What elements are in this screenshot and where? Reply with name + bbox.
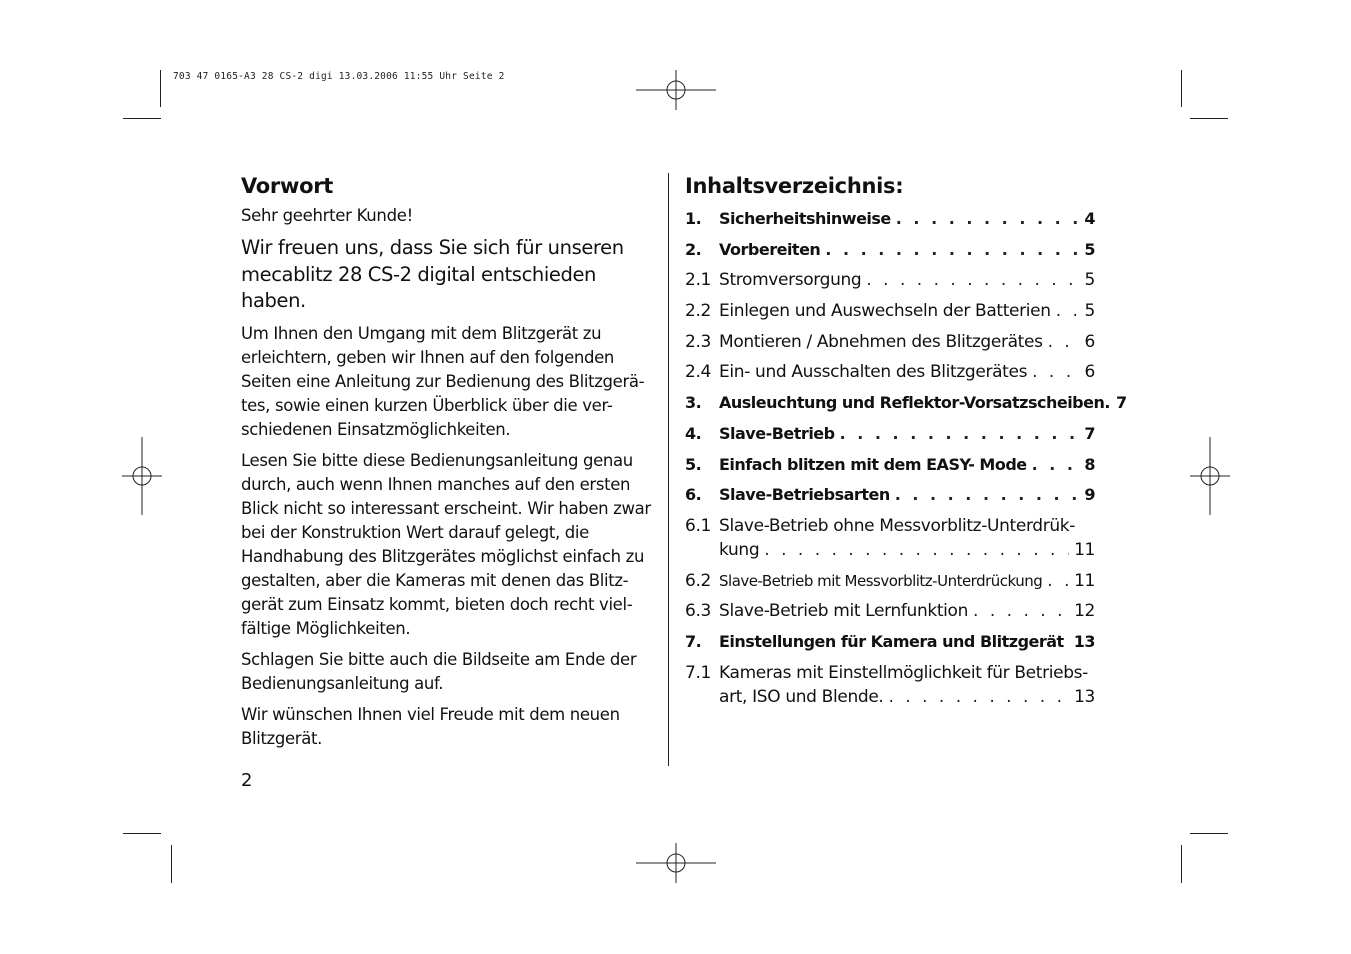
page-number: 2 (241, 770, 253, 791)
toc-leader (973, 599, 1069, 623)
toc-leader (1032, 453, 1080, 477)
toc-title: Slave-Betrieb mit Lernfunktion (719, 601, 969, 622)
foreword-heading: Vorwort (241, 174, 334, 198)
toc-page: 4 (1084, 209, 1095, 228)
toc-title-continued: kung (719, 539, 760, 560)
toc-title: Einstellungen für Kamera und Blitzgerät (719, 631, 1064, 651)
crop-mark (123, 118, 161, 119)
toc-leader (1056, 299, 1080, 323)
toc-page: 6 (1084, 331, 1095, 352)
salutation: Sehr geehrter Kunde! (241, 206, 413, 225)
registration-mark-icon (636, 70, 716, 110)
toc-number: 2. (685, 239, 702, 259)
toc-leader (840, 422, 1080, 446)
registration-mark-icon (122, 437, 162, 515)
toc-heading: Inhaltsverzeichnis: (685, 174, 904, 198)
toc-leader (889, 685, 1070, 709)
body-paragraph: Um Ihnen den Umgang mit dem Blitzgerät zu erleichtern, geben wir Ihnen auf den folgenden Seiten eine Anleitung zur Bedienung des Blitzgerä-tes, sowie einen kurzen Überblick über die ver-schiedenen Einsatzmöglichkeiten. (241, 323, 645, 439)
crop-mark (1181, 70, 1182, 107)
print-slug: 703 47 0165-A3 28 CS-2 digi 13.03.2006 11:55 Uhr Seite 2 (173, 71, 505, 82)
toc-leader (764, 538, 1069, 562)
toc-page: 11 (1074, 539, 1095, 560)
toc-leader (825, 238, 1079, 262)
body-paragraph: Schlagen Sie bitte auch die Bildseite am Ende der Bedienungsanleitung auf. (241, 649, 637, 693)
toc-entry[interactable] (685, 330, 1095, 354)
toc-title: Stromversorgung (719, 270, 862, 291)
toc-number: 2.2 (685, 301, 711, 322)
crop-mark (1181, 845, 1182, 883)
toc-title-continued: art, ISO und Blende. (719, 686, 884, 707)
toc-number: 6.2 (685, 570, 711, 591)
toc-page: 7 (1115, 393, 1127, 413)
toc-page: 7 (1084, 423, 1095, 443)
toc-title: Kameras mit Einstellmöglichkeit für Betriebs- (719, 662, 1088, 683)
toc-number: 6.3 (685, 601, 711, 622)
crop-mark (123, 833, 161, 834)
toc-leader (1047, 569, 1069, 593)
toc-entry[interactable] (685, 630, 1095, 654)
toc-leader (895, 483, 1080, 507)
toc-entry[interactable] (685, 514, 1095, 562)
toc-entry[interactable] (685, 391, 1127, 415)
toc-number: 2.4 (685, 362, 711, 383)
toc-entry[interactable] (685, 453, 1095, 477)
toc-leader (866, 268, 1079, 292)
toc-number: 4. (685, 423, 702, 443)
toc-entry[interactable] (685, 599, 1095, 623)
toc-leader (1032, 360, 1079, 384)
toc-entry[interactable] (685, 360, 1095, 384)
registration-mark-icon (636, 843, 716, 883)
toc-page: 5 (1084, 270, 1095, 291)
crop-mark (160, 70, 161, 107)
lead-paragraph: Wir freuen uns, dass Sie sich für unseren mecablitz 28 CS-2 digital entschieden haben. (241, 236, 624, 312)
body-paragraph: Lesen Sie bitte diese Bedienungsanleitung genau durch, auch wenn Ihnen manches auf den ersten Blick nicht so interessant erscheint. Wir haben zwar bei der Konstruktion Wert darauf gelegt, die Handhabung des Blitzgerätes möglichst einfach zu gestalten, aber die Kameras mit denen das Blitz-gerät zum Einsatz kommt, bieten doch recht viel-fältige Möglichkeiten. (241, 450, 651, 638)
registration-mark-icon (1190, 437, 1230, 515)
toc-title: Slave-Betrieb ohne Messvorblitz-Unterdrük- (719, 515, 1076, 536)
toc-title: Slave-Betrieb mit Messvorblitz-Unterdrückung (719, 571, 1043, 590)
toc-page: 8 (1084, 454, 1095, 474)
toc-number: 7. (685, 631, 702, 651)
toc-page: 5 (1084, 301, 1095, 322)
crop-mark (1190, 118, 1228, 119)
toc-title: Ein- und Ausschalten des Blitzgerätes (719, 362, 1028, 383)
toc-title: Sicherheitshinweise (719, 209, 891, 228)
toc-page: 13 (1074, 686, 1095, 707)
toc-number: 2.3 (685, 331, 711, 352)
toc-page: 5 (1084, 239, 1095, 259)
toc-page: 6 (1084, 362, 1095, 383)
toc-number: 1. (685, 209, 702, 228)
column-divider (668, 173, 669, 766)
crop-mark (171, 845, 172, 883)
toc-title: Einfach blitzen mit dem EASY- Mode (719, 454, 1027, 474)
toc-title: Einlegen und Auswechseln der Batterien (719, 301, 1051, 322)
toc-page: 13 (1073, 631, 1095, 651)
toc-number: 7.1 (685, 662, 711, 683)
toc-entry[interactable] (685, 569, 1095, 593)
toc-entry[interactable] (685, 238, 1095, 262)
toc-leader (896, 207, 1080, 231)
toc-entry[interactable] (685, 299, 1095, 323)
toc-entry[interactable] (685, 661, 1095, 709)
toc-number: 2.1 (685, 270, 711, 291)
toc-number: 3. (685, 393, 702, 413)
toc-page: 9 (1084, 485, 1095, 505)
toc-title: Ausleuchtung und Reflektor-Vorsatzscheiben. (719, 393, 1110, 413)
toc-entry[interactable] (685, 268, 1095, 292)
toc-number: 6.1 (685, 515, 711, 536)
toc-entry[interactable] (685, 422, 1095, 446)
foreword-section (241, 171, 656, 751)
toc-list (685, 207, 1127, 709)
toc-title: Montieren / Abnehmen des Blitzgerätes (719, 331, 1043, 352)
toc-page: 12 (1074, 601, 1095, 622)
toc-leader (1048, 330, 1080, 354)
body-paragraph: Wir wünschen Ihnen viel Freude mit dem neuen Blitzgerät. (241, 704, 620, 748)
crop-mark (1190, 833, 1228, 834)
toc-title: Slave-Betriebsarten (719, 485, 890, 505)
toc-entry[interactable] (685, 207, 1095, 231)
toc-number: 6. (685, 485, 702, 505)
toc-entry[interactable] (685, 483, 1095, 507)
toc-title: Vorbereiten (719, 239, 821, 259)
toc-page: 11 (1074, 570, 1095, 591)
toc-title: Slave-Betrieb (719, 423, 835, 443)
toc-number: 5. (685, 454, 702, 474)
toc-section (685, 171, 1127, 715)
